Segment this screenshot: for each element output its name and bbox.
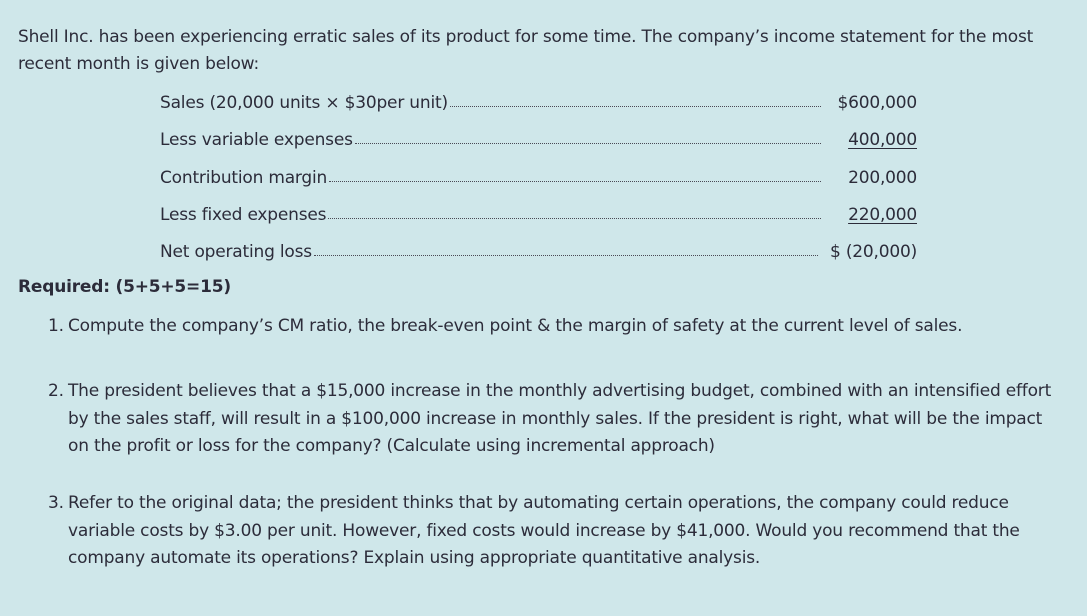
question-text: The president believes that a $15,000 increase in the monthly advertising budget, combined with an intensified effort by the sales staff, will result in a $100,000 increase in monthly sales. If the president is right, what will be the impact on the profit or loss for the company? (Calculate using incremental approach) [68,381,1052,456]
question-1 [48,313,1068,341]
dot-leader [314,255,818,256]
dot-leader [450,106,821,107]
statement-row-contribution-margin [160,164,917,188]
statement-row-variable-expenses [160,126,917,150]
statement-row-net-operating-loss [160,238,917,262]
statement-amount: 400,000 [848,130,917,150]
dot-leader [328,218,821,219]
statement-label: Less fixed expenses [160,205,327,225]
statement-amount: $ (20,000) [830,242,917,262]
question-number: 2. [48,381,64,401]
dot-leader [355,143,821,144]
statement-amount: $600,000 [837,93,917,113]
statement-label: Net operating loss [160,242,312,262]
statement-row-sales [160,89,917,113]
statement-amount: 200,000 [848,168,917,188]
statement-label: Contribution margin [160,168,328,188]
statement-label: Sales (20,000 units × $30per unit) [160,93,448,113]
question-number: 1. [48,316,64,336]
intro-paragraph: Shell Inc. has been experiencing erratic sales of its product for some time. The company’s income statement for the most recent month is given below: [18,27,1034,74]
question-text: Refer to the original data; the president thinks that by automating certain operations, the company could reduce variable costs by $3.00 per unit. However, fixed costs would increase by $41,000. Would you recommend that the company automate its operations? Explain using appropriate quantitative analysis. [68,493,1020,568]
required-heading: Required: (5+5+5=15) [18,277,231,297]
question-3 [48,490,1068,573]
question-2 [48,378,1068,461]
statement-amount: 220,000 [848,205,917,225]
question-number: 3. [48,493,64,513]
dot-leader [329,181,821,182]
question-text: Compute the company’s CM ratio, the break-even point & the margin of safety at the current level of sales. [68,316,963,336]
statement-label: Less variable expenses [160,130,353,150]
statement-row-fixed-expenses [160,201,917,225]
